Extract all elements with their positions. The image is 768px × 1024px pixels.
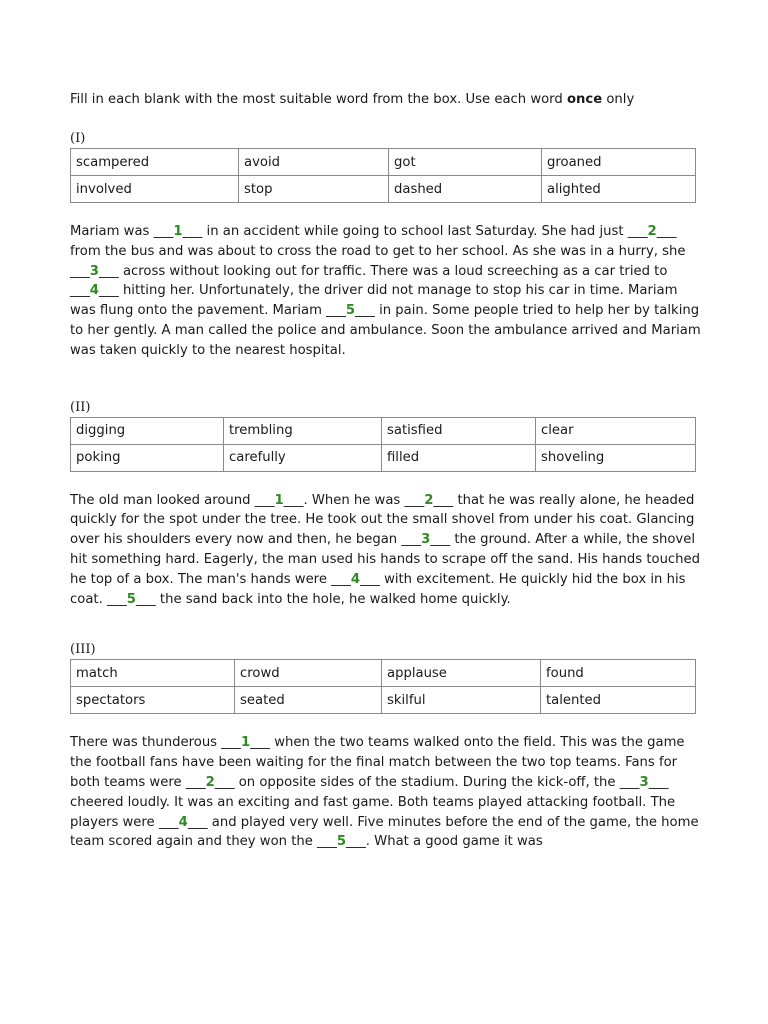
passage-line	[70, 510, 700, 530]
blank-number: 3	[421, 532, 431, 548]
passage-text: ___ and played very well. Five minutes before the end of the game, the home	[187, 814, 699, 830]
passage-text: was taken quickly to the nearest hospital.	[70, 342, 346, 358]
passage-line	[70, 832, 700, 852]
word-cell: carefully	[224, 444, 382, 471]
word-cell: crowd	[235, 660, 382, 687]
word-cell: involved	[71, 176, 239, 203]
word-cell: satisfied	[382, 417, 536, 444]
word-cell: shoveling	[536, 444, 696, 471]
section-2	[70, 399, 700, 610]
passage-line	[70, 281, 700, 301]
blank-number: 1	[173, 224, 183, 239]
passage-text: the football fans have been waiting for the final match between the two top teams. Fans for	[70, 755, 678, 771]
blank-number: 5	[336, 834, 346, 850]
passage-text: ___	[648, 774, 669, 790]
passage-text: players were ___	[70, 814, 179, 830]
word-cell: clear	[536, 417, 696, 444]
word-box-row	[71, 149, 696, 176]
passage-text: ___ across without looking out for traffic. There was a loud screeching as a car tried to	[98, 263, 668, 279]
word-cell: applause	[382, 660, 541, 687]
blank-number: 1	[274, 492, 284, 508]
word-box-row	[71, 687, 696, 714]
word-box-row	[71, 417, 696, 444]
section-label: (III)	[70, 642, 96, 658]
word-cell: trembling	[224, 417, 382, 444]
passage-text: ___	[656, 224, 677, 239]
word-box	[70, 148, 696, 203]
blank-number: 5	[126, 591, 136, 607]
word-box-row	[71, 660, 696, 687]
passage-text: to her gently. A man called the police and ambulance. Soon the ambulance arrived and Mariam	[70, 322, 701, 338]
instructions-emphasis: once	[566, 92, 603, 107]
blank-number: 4	[89, 283, 99, 299]
passage-line	[70, 222, 700, 242]
passage-text: Mariam was ___	[70, 224, 174, 239]
passage-line	[70, 301, 700, 321]
passage-text: ___ in pain. Some people tried to help her by talking	[355, 303, 700, 319]
word-box	[70, 417, 696, 472]
passage-text: There was thunderous ___	[70, 735, 242, 751]
passage-line	[70, 590, 700, 610]
worksheet	[70, 90, 700, 852]
section-1	[70, 130, 700, 361]
instructions-text: Fill in each blank with the most suitable word from the box. Use each word	[70, 92, 567, 107]
word-cell: stop	[239, 176, 389, 203]
blank-number: 5	[345, 303, 356, 319]
word-cell: poking	[71, 444, 224, 471]
passage-line	[70, 321, 700, 341]
passage-line	[70, 262, 700, 282]
passage-line	[70, 813, 700, 833]
instructions-text-end: only	[602, 92, 635, 107]
section-label: (I)	[70, 131, 86, 146]
passage-text: ___ when the two teams walked onto the field. This was the game	[250, 735, 685, 751]
passage-text: ___ the ground. After a while, the shovel	[430, 532, 696, 548]
passage-text: ___ that he was really alone, he headed	[433, 492, 695, 508]
blank-number: 4	[350, 571, 361, 587]
word-cell: spectators	[71, 687, 235, 714]
passage-text: both teams were ___	[70, 774, 206, 790]
word-cell: groaned	[542, 149, 696, 176]
passage-line	[70, 550, 700, 570]
word-cell: got	[389, 149, 542, 176]
passage-text: ___. When he was ___	[283, 492, 425, 508]
word-cell: filled	[382, 444, 536, 471]
passage-text: he top of a box. The man's hands were ___	[70, 571, 351, 587]
passage-text: ___. What a good game it was	[346, 834, 543, 850]
passage-line	[70, 570, 700, 590]
instructions	[70, 90, 700, 110]
passage-line	[70, 341, 700, 361]
passage-text: ___ in an accident while going to school last Saturday. She had just ___	[182, 224, 648, 239]
word-box-row	[71, 444, 696, 471]
passage-text: over his shoulders every now and then, he began ___	[70, 532, 422, 548]
passage-text: ___ with excitement. He quickly hid the box in his	[360, 571, 686, 587]
passage	[70, 491, 700, 610]
word-cell: alighted	[542, 176, 696, 203]
blank-number: 3	[639, 774, 649, 790]
passage-text: quickly for the spot under the tree. He took out the small shovel from under his coat. Glancing	[70, 512, 695, 528]
passage-line	[70, 491, 700, 511]
passage	[70, 222, 700, 361]
passage-line	[70, 793, 700, 813]
passage-line	[70, 753, 700, 773]
blank-number: 3	[89, 263, 99, 279]
passage-text: ___	[70, 283, 90, 299]
passage-text: ___ on opposite sides of the stadium. During the kick-off, the ___	[214, 774, 640, 790]
word-cell: avoid	[239, 149, 389, 176]
passage-text: ___ the sand back into the hole, he walked home quickly.	[135, 591, 511, 607]
blank-number: 4	[178, 814, 188, 830]
word-cell: match	[71, 660, 235, 687]
word-box-row	[71, 176, 696, 203]
word-cell: scampered	[71, 149, 239, 176]
word-cell: talented	[541, 687, 696, 714]
passage-line	[70, 242, 700, 262]
passage-text: ___ hitting her. Unfortunately, the driver did not manage to stop his car in time. Mariam	[98, 283, 678, 299]
passage-text: ___	[70, 263, 90, 279]
passage-line	[70, 733, 700, 753]
passage-text: cheered loudly. It was an exciting and fast game. Both teams played attacking football. The	[70, 794, 676, 810]
passage-line	[70, 773, 700, 793]
passage-text: from the bus and was about to cross the road to get to her school. As she was in a hurry, she	[70, 243, 686, 259]
blank-number: 2	[424, 492, 434, 508]
passage-text: was flung onto the pavement. Mariam ___	[70, 303, 346, 319]
blank-number: 2	[647, 224, 657, 239]
passage-text: coat. ___	[70, 591, 127, 607]
word-cell: seated	[235, 687, 382, 714]
passage-text: The old man looked around ___	[70, 492, 275, 508]
passage-text: team scored again and they won the ___	[70, 834, 337, 850]
blank-number: 2	[205, 774, 215, 790]
word-cell: digging	[71, 417, 224, 444]
word-cell: dashed	[389, 176, 542, 203]
passage-line	[70, 530, 700, 550]
word-box	[70, 659, 696, 714]
blank-number: 1	[241, 735, 251, 751]
passage	[70, 733, 700, 852]
word-cell: skilful	[382, 687, 541, 714]
section-label: (II)	[70, 399, 91, 415]
passage-text: hit something hard. Eagerly, the man used his hands to scrape off the sand. His hands touched	[70, 551, 701, 567]
word-cell: found	[541, 660, 696, 687]
section-3	[70, 641, 700, 852]
